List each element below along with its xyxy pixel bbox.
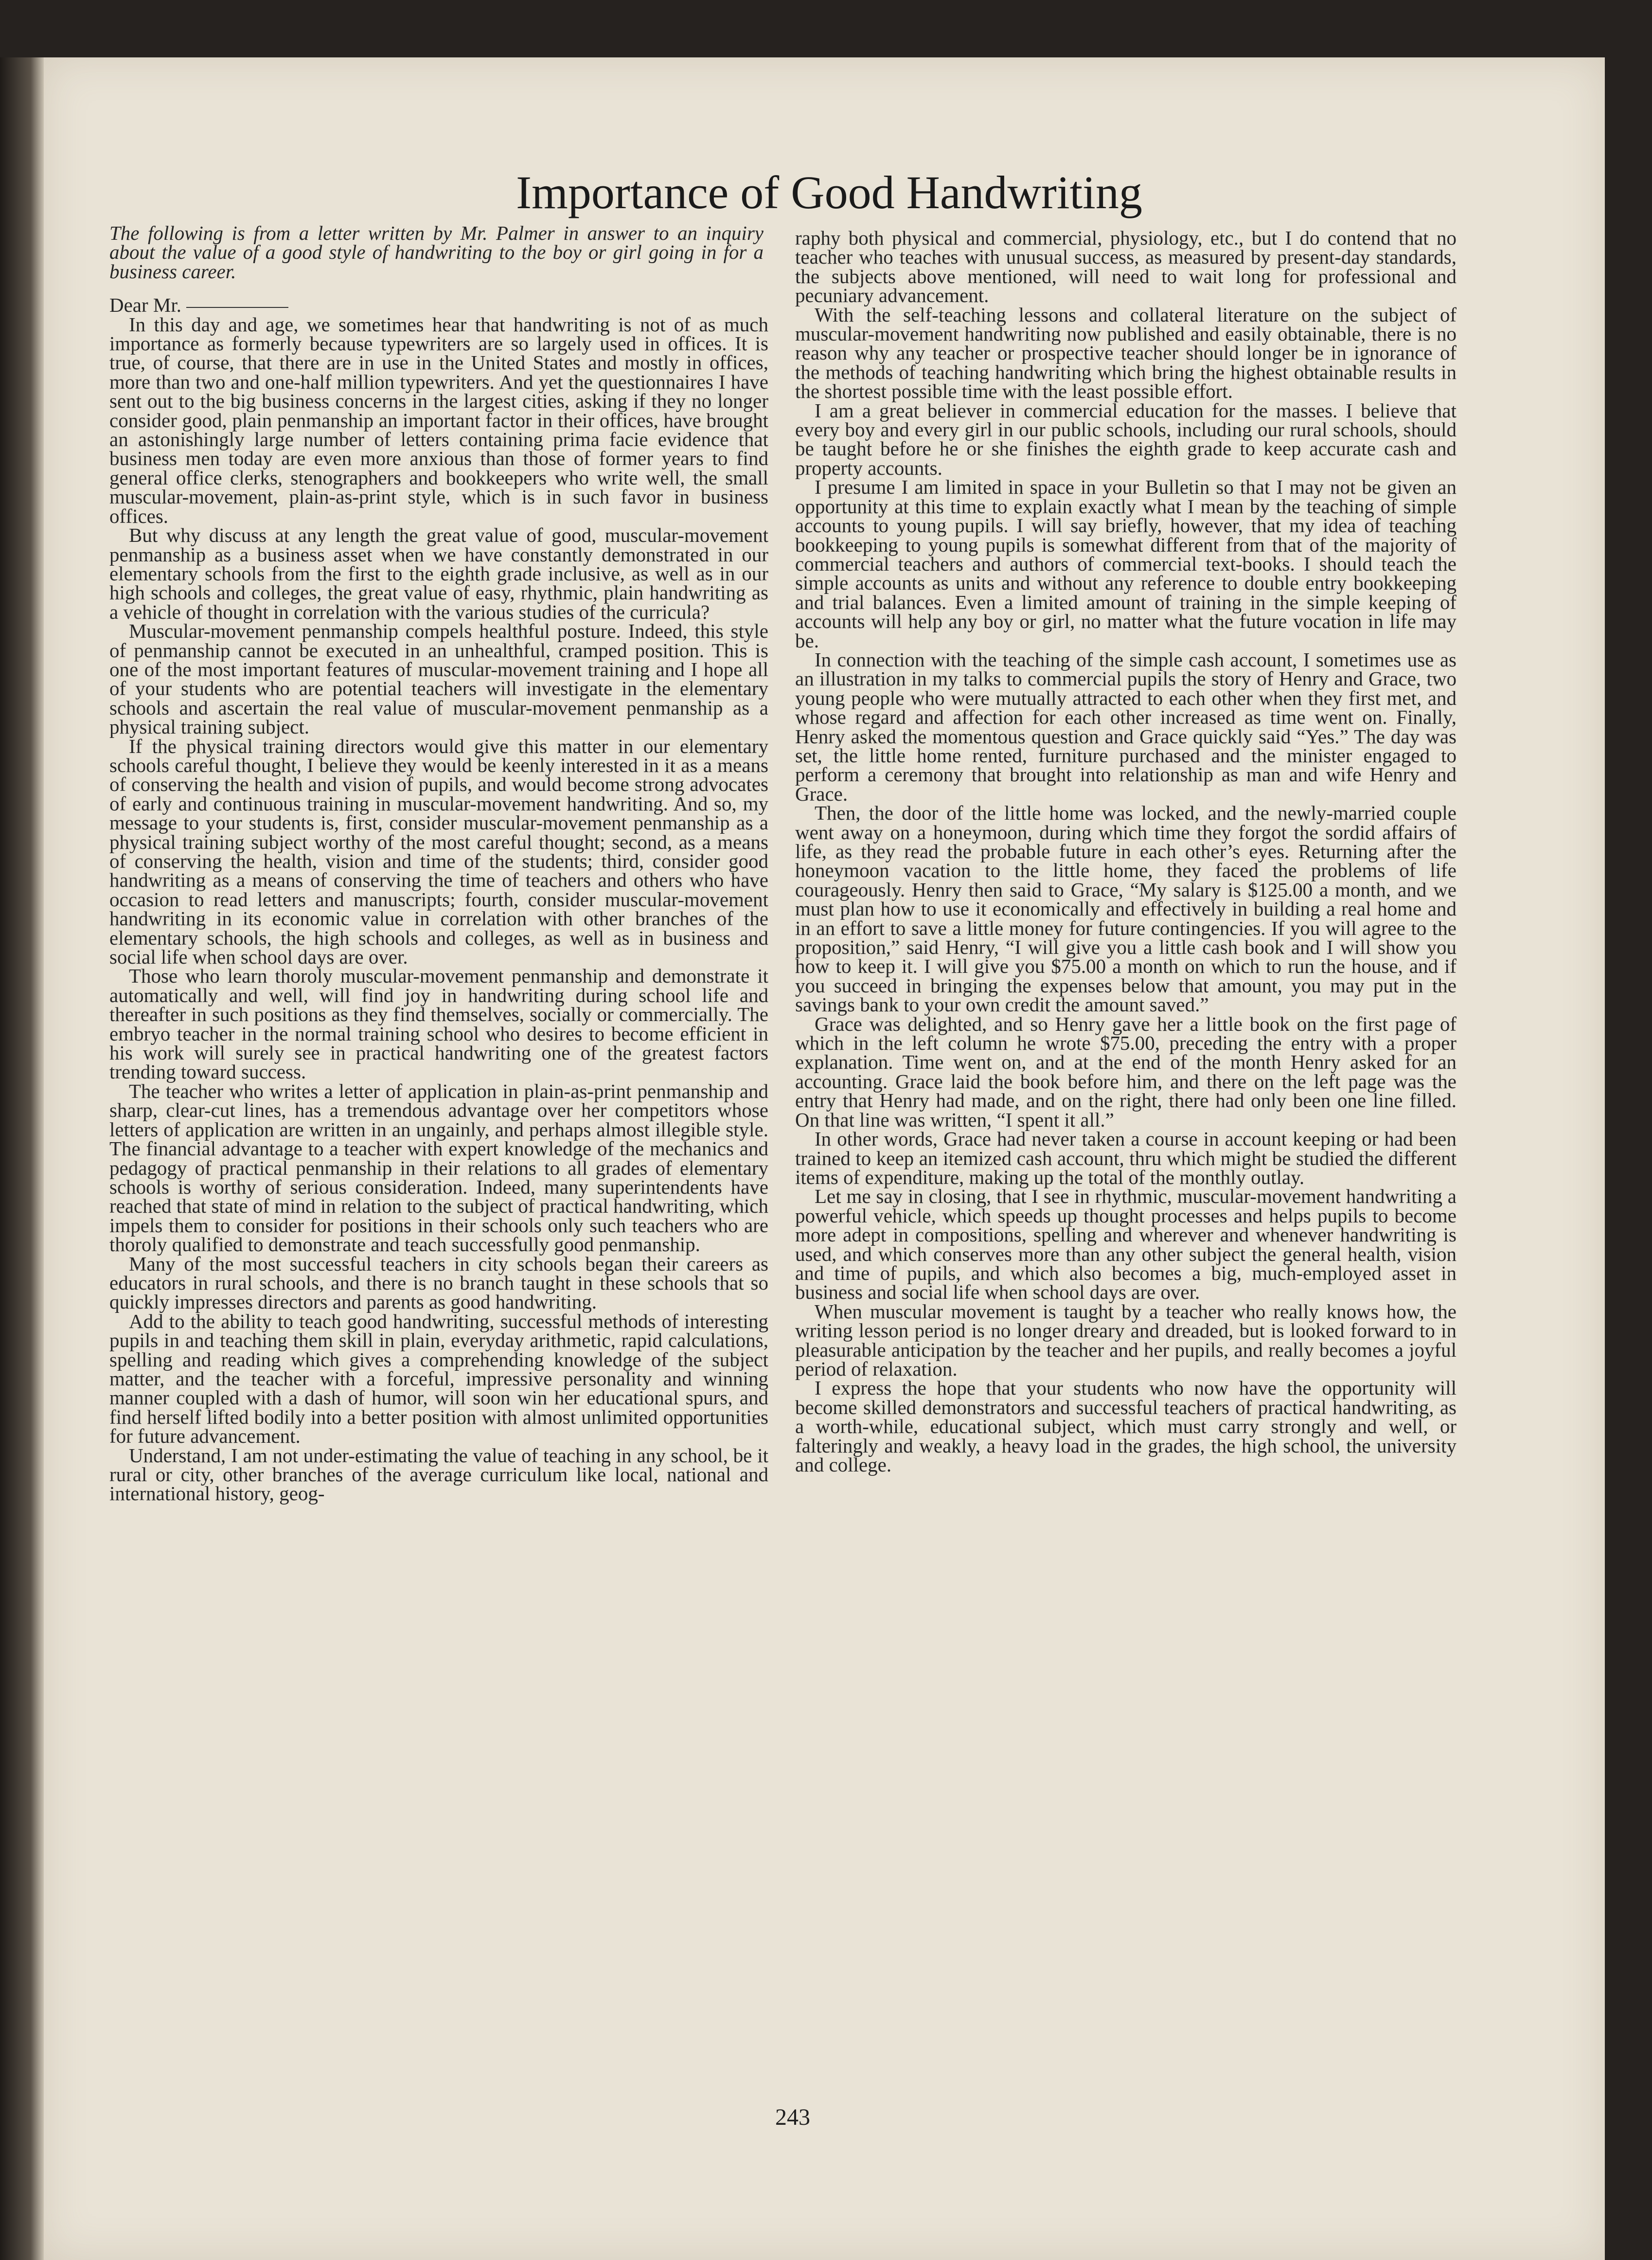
paragraph: Then, the door of the little home was locked, and the newly-married couple went away on a honeymoon, during which time they forgot the sordid affairs of life, as they read the probable future in each other’s eyes. Returning after the honeymoon vacation to the little home, they faced the problems of life courageously. Henry then said to Grace, “My salary is $125.00 a month, and we must plan how to use it economically and effectively in building a real home and in an effort to save a little money for future contingencies. If you will agree to the proposition,” said Henry, “I will give you a little cash book and I will show you how to keep it. I will give you $75.00 a month on which to run the house, and if you succeed in bringing the expenses below that amount, you may put in the savings bank to your own credit the amount saved.”: [795, 802, 1457, 1016]
paragraph: Muscular-movement penmanship compels healthful posture. Indeed, this style of penmanship cannot be executed in an unhealthful, cramped position. This is one of the most important features of muscular-movement training and I hope all of your students who are potential teachers will investigate in the elementary schools and ascertain the real value of muscular-movement penmanship as a physical training subject.: [109, 620, 768, 738]
paragraph: In this day and age, we sometimes hear that handwriting is not of as much importance as formerly because typewriters are so largely used in offices. It is true, of course, that there are in use in the United States and mostly in offices, more than two and one-half million typewriters. And yet the questionnaires I have sent out to the big business concerns in the largest cities, asking if they no longer consider good, plain penmanship an important factor in their offices, have brought an astonishingly large number of letters containing prima facie evidence that business men today are even more anxious than those of former years to find general office clerks, stenographers and bookkeepers who write well, the small muscular-movement, plain-as-print style, which is in such favor in business offices.: [109, 313, 768, 527]
paragraph: With the self-teaching lessons and collateral literature on the subject of muscular-movement handwriting now published and easily obtainable, there is no reason why any teacher or prospective teacher should longer be in ignorance of the methods of teaching handwriting which bring the highest obtainable results in the shortest possible time with the least possible effort.: [795, 303, 1457, 403]
paragraph: The teacher who writes a letter of application in plain-as-print penmanship and sharp, clear-cut lines, has a tremendous advantage over her competitors whose letters of application are written in an ungainly, and perhaps almost illegible style. The financial advantage to a teacher with expert knowledge of the mechanics and pedagogy of practical penmanship in their relations to all grades of elementary schools is worthy of serious consideration. Indeed, many superintendents have reached that state of mind in relation to the subject of practical handwriting, which impels them to consider for positions in their schools only such teachers who are thoroly qualified to demonstrate and teach successfully good penmanship.: [109, 1079, 768, 1256]
paragraph: But why discuss at any length the great value of good, muscular-movement penmanship as a business asset when we have constantly demonstrated in our elementary schools from the first to the eighth grade inclusive, as well as in our high schools and colleges, the great value of easy, rhythmic, plain handwriting as a vehicle of thought in correlation with the various studies of the curricula?: [109, 524, 768, 623]
salutation: Dear Mr.: [109, 296, 768, 315]
paragraph: Understand, I am not under-estimating the value of teaching in any school, be it rural or city, other branches of the average curriculum like local, national and international history, geog-: [109, 1444, 768, 1505]
book-spine-shadow: [0, 57, 44, 2260]
salutation-blank-line: [186, 307, 288, 308]
paragraph: I express the hope that your students who now have the opportunity will become skilled demonstrators and successful teachers of practical handwriting, as a worth-while, educational subject, which must carry strongly and well, or falteringly and weakly, a heavy load in the grades, the high school, the university and college.: [795, 1377, 1457, 1476]
article-title: Importance of Good Handwriting: [516, 166, 1142, 218]
paragraph: Many of the most successful teachers in city schools began their careers as educators in rural schools, and there is no branch taught in these schools that so quickly impresses directors and parents as good handwriting.: [109, 1252, 768, 1313]
paragraph: If the physical training directors would give this matter in our elementary schools careful thought, I believe they would be keenly interested in it as a means of conserving the health and vision of pupils, and would become strong advocates of early and continuous training in muscular-movement handwriting. And so, my message to your students is, first, consider muscular-movement penmanship as a physical training subject worthy of the most careful thought; second, as a means of conserving the health, vision and time of the students; third, consider good handwriting as a means of conserving the time of teachers and others who have occasion to read letters and manuscripts; fourth, consider muscular-movement handwriting in its economic value in correlation with other branches of the elementary schools, the high schools and colleges, as well as in business and social life when school days are over.: [109, 735, 768, 969]
paragraph: Those who learn thoroly muscular-movement penmanship and demonstrate it automatically and well, will find joy in handwriting during school life and thereafter in such positions as they find themselves, socially or commercially. The embryo teacher in the normal training school who desires to become efficient in his work will surely see in practical handwriting one of the greatest factors trending toward success.: [109, 965, 768, 1083]
paragraph: I am a great believer in commercial education for the masses. I believe that every boy and every girl in our public schools, including our rural schools, should be taught before he or she finishes the eighth grade to keep accurate cash and property accounts.: [795, 399, 1457, 479]
article-intro: The following is from a letter written by Mr. Palmer in answer to an inquiry about the value of a good style of handwriting to the boy or girl going in for a business career.: [109, 224, 764, 283]
paragraph: raphy both physical and commercial, physiology, etc., but I do contend that no teacher who teaches with unusual success, as measured by present-day standards, the subjects above mentioned, will need to wait long for professional and pecuniary advancement.: [795, 229, 1457, 307]
page-number: 243: [775, 2104, 810, 2130]
paragraph: In connection with the teaching of the simple cash account, I sometimes use as an illustration in my talks to commercial pupils the story of Henry and Grace, two young people who were mutually attracted to each other when they first met, and whose regard and affection for each other increased as time went on. Finally, Henry asked the momentous question and Grace quickly said “Yes.” The day was set, the little home rented, furniture purchased and the minister engaged to perform a ceremony that brought into relationship as man and wife Henry and Grace.: [795, 648, 1457, 805]
paragraph: I presume I am limited in space in your Bulletin so that I may not be given an opportunity at this time to explain exactly what I mean by the teaching of simple accounts to young pupils. I will say briefly, however, that my idea of teaching bookkeeping to young pupils is somewhat different from that of the majority of commercial teachers and authors of commercial text-books. I should teach the simple accounts as units and without any reference to double entry bookkeeping and trial balances. Even a limited amount of training in the simple keeping of accounts will help any boy or girl, no matter what the future vocation in life may be.: [795, 476, 1457, 652]
right-column: [795, 229, 1457, 2087]
paragraph: In other words, Grace had never taken a course in account keeping or had been trained to keep an itemized cash account, thru which might be studied the different items of expenditure, making up the total of the monthly outlay.: [795, 1128, 1457, 1188]
paragraph: Let me say in closing, that I see in rhythmic, muscular-movement handwriting a powerful vehicle, which speeds up thought processes and helps pupils to become more adept in compositions, spelling and wherever and whenever handwriting is used, and which conserves more than any other subject the general health, vision and time of pupils, and which also becomes a big, much-employed asset in business and social life when school days are over.: [795, 1185, 1457, 1304]
paragraph: Grace was delighted, and so Henry gave her a little book on the first page of which in the left column he wrote $75.00, preceding the entry with a proper explanation. Time went on, and at the end of the month Henry asked for an accounting. Grace laid the book before him, and there on the left page was the entry that Henry had made, and on the right, there had only been one line filled. On that line was written, “I spent it all.”: [795, 1012, 1457, 1131]
left-column: [109, 224, 768, 2082]
paragraph: Add to the ability to teach good handwriting, successful methods of interesting pupils in and teaching them skill in plain, everyday arithmetic, rapid calculations, spelling and reading which gives a comprehending knowledge of the subject matter, and the teacher with a forceful, impressive personality and winning manner coupled with a dash of humor, will soon win her educational spurs, and find herself lifted bodily into a better position with almost unlimited opportunities for future advancement.: [109, 1309, 768, 1448]
paragraph: When muscular movement is taught by a teacher who really knows how, the writing lesson period is no longer dreary and dreaded, but is looked forward to in pleasurable anticipation by the teacher and her pupils, and really becomes a joyful period of relaxation.: [795, 1300, 1457, 1380]
